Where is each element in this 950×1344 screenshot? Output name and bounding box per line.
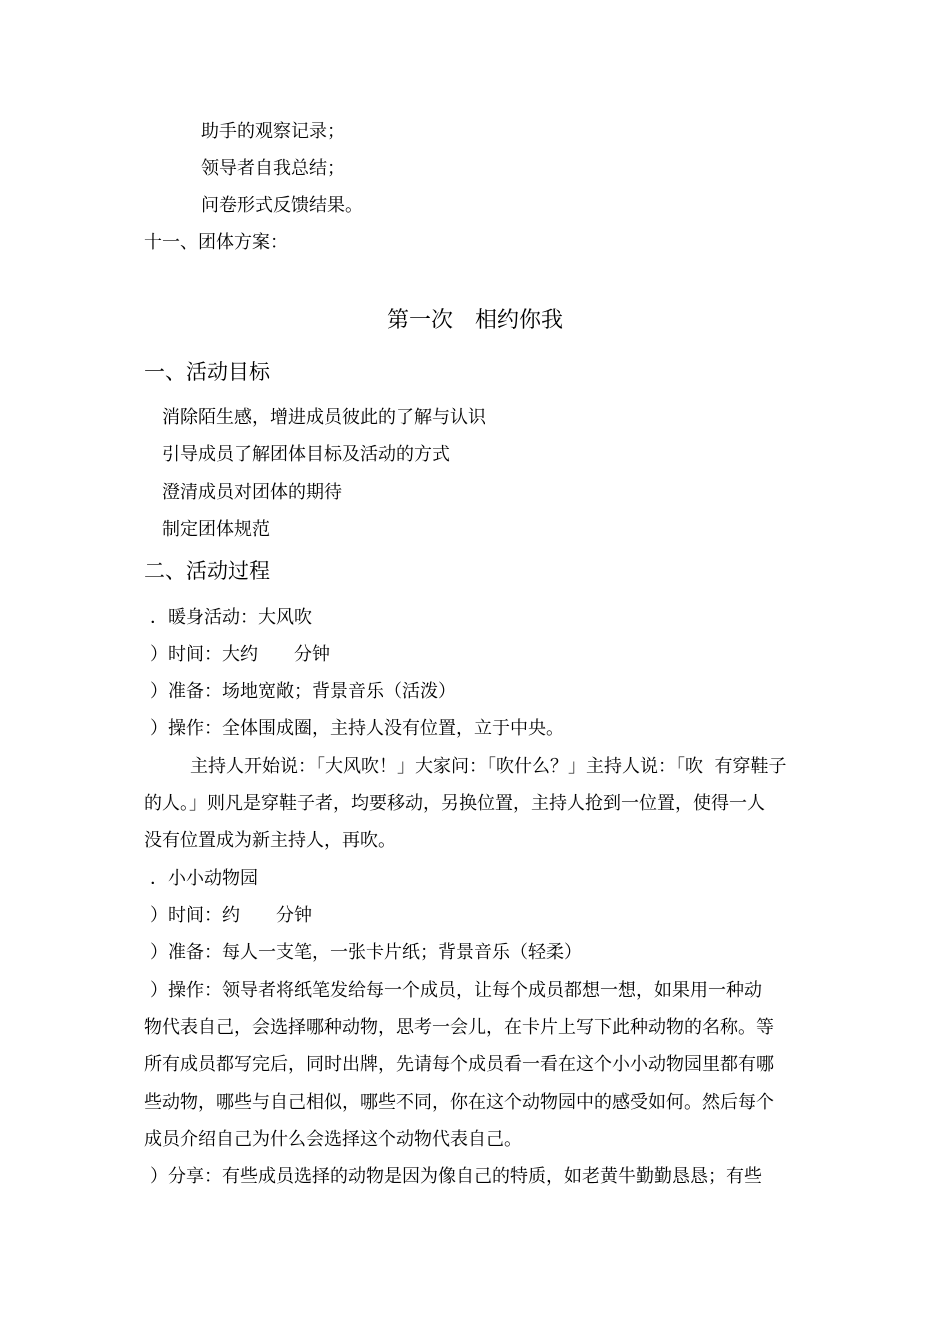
text-line: 问卷形式反馈结果。 bbox=[201, 195, 363, 216]
text-line: ）准备：场地宽敞；背景音乐（活泼） bbox=[150, 681, 456, 702]
goal-item: 澄清成员对团体的期待 bbox=[162, 482, 342, 503]
text-line: ）时间：约 分钟 bbox=[150, 905, 312, 926]
goal-item: 引导成员了解团体目标及活动的方式 bbox=[162, 444, 450, 465]
text-line: 助手的观察记录； bbox=[201, 121, 345, 142]
goal-item: 消除陌生感，增进成员彼此的了解与认识 bbox=[162, 407, 486, 428]
text-line: 领导者自我总结； bbox=[201, 158, 345, 179]
activity-title: ．暖身活动：大风吹 bbox=[150, 607, 312, 628]
text-line: ）分享：有些成员选择的动物是因为像自己的特质，如老黄牛勤勤恳恳；有些 bbox=[150, 1166, 762, 1187]
paragraph-line: 没有位置成为新主持人，再吹。 bbox=[144, 830, 396, 851]
paragraph-line: 成员介绍自己为什么会选择这个动物代表自己。 bbox=[144, 1129, 522, 1150]
goal-item: 制定团体规范 bbox=[162, 519, 270, 540]
activity-title: ．小小动物园 bbox=[150, 868, 258, 889]
paragraph-line: 所有成员都写完后，同时出牌，先请每个成员看一看在这个小小动物园里都有哪 bbox=[144, 1054, 774, 1075]
text-line: ）操作：全体围成圈，主持人没有位置，立于中央。 bbox=[150, 718, 564, 739]
text-line: ）时间：大约 分钟 bbox=[150, 644, 330, 665]
text-line: ）准备：每人一支笔，一张卡片纸；背景音乐（轻柔） bbox=[150, 942, 582, 963]
section-heading: 一、活动目标 bbox=[144, 360, 270, 384]
paragraph-line: 物代表自己，会选择哪种动物，思考一会儿，在卡片上写下此种动物的名称。等 bbox=[144, 1017, 774, 1038]
paragraph-line: 的人。」则凡是穿鞋子者，均要移动，另换位置，主持人抢到一位置，使得一人 bbox=[144, 793, 765, 814]
paragraph-line: 主持人开始说：「大风吹！」大家问：「吹什么？」主持人说：「吹 有穿鞋子 bbox=[190, 756, 787, 777]
section-heading: 二、活动过程 bbox=[144, 559, 270, 583]
page-title: 第一次 相约你我 bbox=[386, 308, 563, 333]
paragraph-line: 些动物，哪些与自己相似，哪些不同，你在这个动物园中的感受如何。然后每个 bbox=[144, 1092, 774, 1113]
section-heading: 十一、团体方案： bbox=[144, 232, 288, 253]
text-line: ）操作：领导者将纸笔发给每一个成员，让每个成员都想一想，如果用一种动 bbox=[150, 980, 762, 1001]
